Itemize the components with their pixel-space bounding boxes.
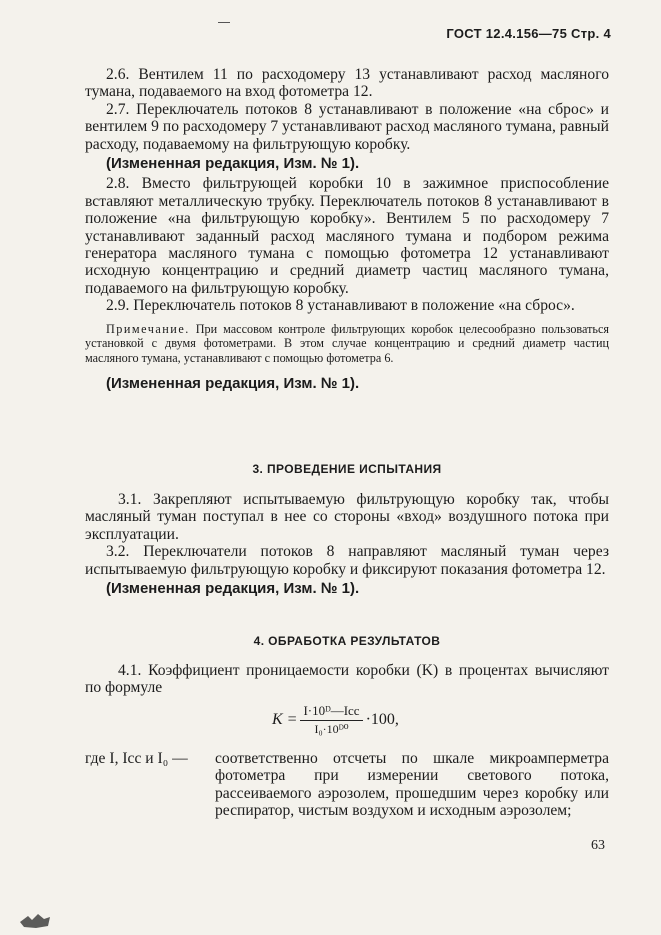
amendment-note-1: (Измененная редакция, Изм. № 1). bbox=[106, 155, 360, 173]
paragraph-2-7: 2.7. Переключатель потоков 8 устанавливают в положение «на сброс» и вентилем 9 по расходомеру 7 устанавливают расход масляного тумана, равный расходу, подаваемому на фильтрующую коробку. bbox=[85, 100, 609, 153]
paragraph-2-8: 2.8. Вместо фильтрующей коробки 10 в зажимное приспособление вставляют металлическую трубку. Переключатель потоков 8 устанавливают в положение «на фильтрующую коробку». Вентилем 5 по расходомеру 7 устанавливают заданный расход масляного тумана и подбором режима генератора масляного тумана с помощью фотометра 12 устанавливают исходную концентрацию и средний диаметр частиц масляного тумана, подаваемого на фильтрующую коробку. bbox=[85, 175, 609, 297]
legend-description: соответственно отсчеты по шкале микроамперметра фотометра при измерении светового потока, рассеиваемого аэрозолем, прошедшим через коробку или респиратор, чистым воздухом и исходным аэрозолем; bbox=[215, 750, 609, 820]
page-header bbox=[446, 26, 611, 41]
scan-mark bbox=[218, 22, 230, 23]
formula-lhs: K = bbox=[272, 711, 298, 728]
paragraph-2-6: 2.6. Вентилем 11 по расходомеру 13 устанавливают расход масляного тумана, подаваемого на вход фотометра 12. bbox=[85, 66, 609, 101]
formula-denominator: I₀·10ᴰ⁰ bbox=[314, 722, 349, 736]
note-label: Примечание. bbox=[106, 321, 190, 336]
amendment-note-3: (Измененная редакция, Изм. № 1). bbox=[106, 580, 360, 598]
paragraph-2-9: 2.9. Переключатель потоков 8 устанавливают в положение «на сброс». bbox=[106, 297, 575, 315]
paragraph-3-2: 3.2. Переключатели потоков 8 направляют масляный туман через испытываемую фильтрующую коробку и фиксируют показания фотометра 12. bbox=[85, 543, 609, 578]
section-4-block bbox=[85, 662, 609, 697]
section-3-title: 3. ПРОВЕДЕНИЕ ИСПЫТАНИЯ bbox=[252, 462, 442, 476]
permeability-formula bbox=[272, 703, 399, 737]
amendment-note-2: (Измененная редакция, Изм. № 1). bbox=[106, 375, 360, 393]
note-paragraph bbox=[85, 322, 609, 366]
paragraph-4-1: 4.1. Коэффициент проницаемости коробки (K) в процентах вычисляют по формуле bbox=[85, 662, 609, 697]
formula-numerator: I·10ᴰ—Iсс bbox=[300, 703, 362, 721]
paragraph-3-1: 3.1. Закрепляют испытываемую фильтрующую коробку так, чтобы масляный туман поступал в нее со стороны «вход» воздушного потока при эксплуатации. bbox=[85, 491, 609, 543]
note-text: При массовом контроле фильтрующих коробок целесообразно пользоваться установкой с двумя фотометрами. В этом случае концентрацию и средний диаметр частиц масляного тумана, устанавливают с помощью фотометра 6. bbox=[85, 321, 609, 365]
standard-code: ГОСТ 12.4.156—75 bbox=[446, 26, 568, 41]
scan-smudge bbox=[18, 908, 52, 930]
legend-symbols: где I, Iсс и I₀ — bbox=[85, 750, 188, 767]
header-page: Стр. 4 bbox=[571, 26, 611, 41]
formula-rhs: ·100, bbox=[365, 711, 399, 728]
section-2-block bbox=[85, 66, 609, 393]
formula-fraction bbox=[300, 703, 362, 737]
page-number: 63 bbox=[591, 838, 605, 853]
section-3-block bbox=[85, 491, 609, 597]
section-4-title: 4. ОБРАБОТКА РЕЗУЛЬТАТОВ bbox=[253, 634, 441, 648]
